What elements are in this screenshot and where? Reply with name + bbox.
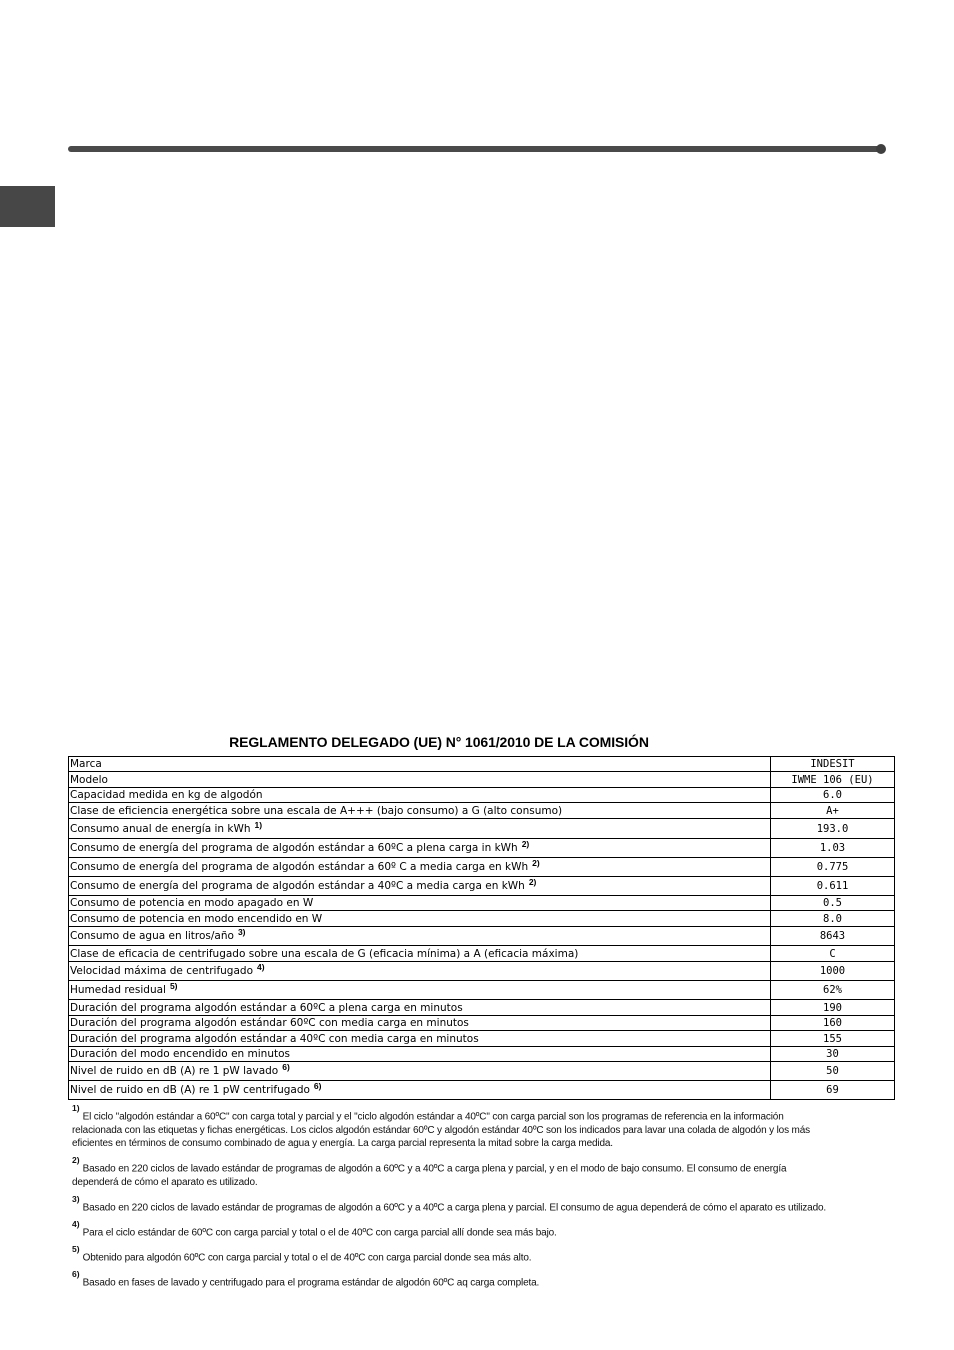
row-label-text: Consumo de potencia en modo apagado en W [70, 897, 314, 909]
footnote-line: relacionada con las etiquetas y fichas energéticas. Los ciclos algodón estándar 60ºC y algodón estándar 40ºC son los indicados para lavar una colada de algodón y los más [72, 1124, 810, 1136]
row-label-text: Nivel de ruido en dB (A) re 1 pW centrifugado [70, 1084, 310, 1096]
table-row [69, 1081, 894, 1100]
row-label [69, 788, 771, 802]
table-row [69, 839, 894, 858]
footnote-2 [72, 1155, 787, 1189]
table-row [69, 1000, 894, 1016]
row-label-text: Nivel de ruido en dB (A) re 1 pW lavado [70, 1065, 279, 1077]
footnote-line [72, 1269, 540, 1290]
row-label [69, 1016, 771, 1030]
table-row [69, 1047, 894, 1062]
footnote-line [72, 1103, 810, 1124]
row-label-text: Duración del programa algodón estándar a 60ºC a plena carga en minutos [70, 1001, 463, 1014]
footnote-ref: 5) [169, 981, 178, 991]
table-row [69, 946, 894, 962]
row-value: 50 [826, 1065, 839, 1077]
footnote-4 [72, 1219, 557, 1240]
row-label [69, 1031, 771, 1046]
row-label-text: Clase de eficiencia energética sobre una escala de A+++ (bajo consumo) a G (alto consumo) [70, 804, 563, 817]
footnote-line [72, 1219, 557, 1240]
row-label-text: Velocidad máxima de centrifugado [70, 965, 253, 977]
table-row [69, 788, 894, 803]
regulation-title: REGLAMENTO DELEGADO (UE) N° 1061/2010 DE LA COMISIÓN [229, 734, 649, 750]
table-row [69, 803, 894, 819]
table-row [69, 927, 894, 946]
footnote-ref: 1) [254, 819, 263, 830]
table-row [69, 1016, 894, 1031]
footnote-mark: 4) [72, 1219, 80, 1229]
footnote-1 [72, 1103, 810, 1151]
table-row [69, 981, 894, 1000]
row-label-text: Consumo de energía del programa de algodón estándar a 60º C a media carga en kWh [70, 861, 529, 873]
footnote-ref: 2) [521, 839, 530, 849]
row-value: 0.775 [816, 861, 849, 873]
row-value: 30 [826, 1048, 839, 1060]
row-value: 8.0 [823, 912, 842, 925]
footnote-ref: 6) [282, 1062, 290, 1072]
row-label-text: Consumo de agua en litros/año [70, 930, 234, 942]
row-label [69, 772, 771, 787]
row-label-text: Duración del programa algodón estándar a 40ºC con media carga en minutos [70, 1032, 479, 1045]
table-row [69, 757, 894, 772]
table-row [69, 1062, 894, 1081]
row-label-text: Duración del modo encendido en minutos [70, 1048, 290, 1060]
row-label [69, 927, 771, 945]
row-value: INDESIT [810, 758, 855, 770]
row-value: 62% [823, 984, 842, 996]
row-label [69, 1047, 771, 1061]
energy-specs-table [68, 756, 895, 1100]
row-label [69, 858, 771, 876]
footnote-6 [72, 1269, 540, 1290]
header-rule [68, 146, 882, 152]
table-row [69, 819, 894, 839]
table-row [69, 858, 894, 877]
row-label-text: Clase de eficacia de centrifugado sobre una escala de G (eficacia mínima) a A (eficacia máxima) [70, 947, 579, 960]
row-value: 0.5 [823, 897, 842, 909]
footnote-text: Basado en fases de lavado y centrifugado para el programa estándar de algodón 60ºC aq carga completa. [82, 1277, 540, 1289]
row-label [69, 839, 771, 857]
row-label [69, 819, 771, 838]
footnote-line [72, 1194, 827, 1215]
footnote-text: Para el ciclo estándar de 60ºC con carga parcial y total o el de 40ºC con carga parcial allí donde sea más bajo. [82, 1227, 557, 1239]
table-row [69, 896, 894, 911]
row-value: A+ [826, 804, 839, 817]
row-label [69, 911, 771, 926]
row-label-text: Consumo anual de energía in kWh [70, 822, 251, 835]
footnote-text: El ciclo "algodón estándar a 60ºC" con carga total y parcial y el "ciclo algodón estándar a 40ºC" con carga parcial son los programas de referencia en la información [82, 1111, 784, 1123]
row-label [69, 1062, 771, 1080]
row-value: 1000 [819, 965, 846, 977]
footnote-ref: 3) [237, 927, 246, 937]
row-label [69, 946, 771, 961]
footnote-line: dependerá de cómo el aparato es utilizado. [72, 1176, 258, 1188]
footnote-mark: 6) [72, 1269, 80, 1279]
row-value: IWME 106 (EU) [791, 773, 874, 786]
row-label-text: Modelo [70, 773, 108, 786]
table-row [69, 877, 894, 896]
header-rule-end-dot [876, 144, 886, 154]
footnote-5 [72, 1244, 532, 1265]
row-value: 6.0 [823, 789, 842, 801]
row-value: C [829, 947, 836, 960]
footnote-ref: 2) [528, 877, 537, 887]
row-value: 1.03 [819, 842, 846, 854]
footnote-3 [72, 1194, 827, 1215]
footnote-line [72, 1244, 532, 1265]
footnote-mark: 1) [72, 1103, 80, 1113]
footnote-line: eficientes en términos de consumo combinado de agua y energía. La carga parcial representa la mitad sobre la carga medida. [72, 1138, 613, 1150]
row-label [69, 962, 771, 980]
row-value: 155 [823, 1032, 842, 1045]
row-label [69, 896, 771, 910]
row-label [69, 757, 771, 771]
footnote-mark: 3) [72, 1194, 80, 1204]
row-value: 8643 [819, 930, 846, 942]
row-label [69, 981, 771, 999]
footnote-mark: 2) [72, 1155, 80, 1165]
row-value: 193.0 [816, 822, 849, 835]
row-value: 160 [823, 1017, 842, 1029]
row-label-text: Duración del programa algodón estándar 60ºC con media carga en minutos [70, 1017, 469, 1029]
row-label-text: Consumo de energía del programa de algodón estándar a 40ºC a media carga en kWh [70, 880, 525, 892]
row-label-text: Marca [70, 758, 102, 770]
row-label [69, 1000, 771, 1015]
footnote-text: Basado en 220 ciclos de lavado estándar de programas de algodón a 60ºC y a 40ºC a carga plena y parcial. El consumo de agua dependerá de cómo el aparato es utilizado. [82, 1202, 827, 1214]
page-section-marker [0, 186, 55, 227]
row-value: 190 [823, 1001, 842, 1014]
footnote-text: Obtenido para algodón 60ºC con carga parcial y total o el de 40ºC con carga parcial donde sea más alto. [82, 1252, 532, 1264]
table-row [69, 1031, 894, 1047]
row-label-text: Consumo de energía del programa de algodón estándar a 60ºC a plena carga in kWh [70, 842, 518, 854]
footnote-mark: 5) [72, 1244, 80, 1254]
row-label-text: Consumo de potencia en modo encendido en W [70, 912, 323, 925]
footnote-ref: 6) [313, 1081, 322, 1091]
table-row [69, 962, 894, 981]
row-value: 69 [826, 1084, 839, 1096]
row-value: 0.611 [816, 880, 849, 892]
row-label-text: Capacidad medida en kg de algodón [70, 789, 263, 801]
row-label-text: Humedad residual [70, 984, 166, 996]
row-label [69, 803, 771, 818]
table-row [69, 772, 894, 788]
row-label [69, 877, 771, 895]
footnote-text: Basado en 220 ciclos de lavado estándar de programas de algodón a 60ºC y a 40ºC a carga plena y parcial, y en el modo de bajo consumo. El consumo de energía [82, 1163, 787, 1175]
footnote-line [72, 1155, 787, 1176]
table-row [69, 911, 894, 927]
row-label [69, 1081, 771, 1099]
footnote-ref: 2) [532, 858, 540, 868]
footnote-ref: 4) [257, 962, 265, 972]
